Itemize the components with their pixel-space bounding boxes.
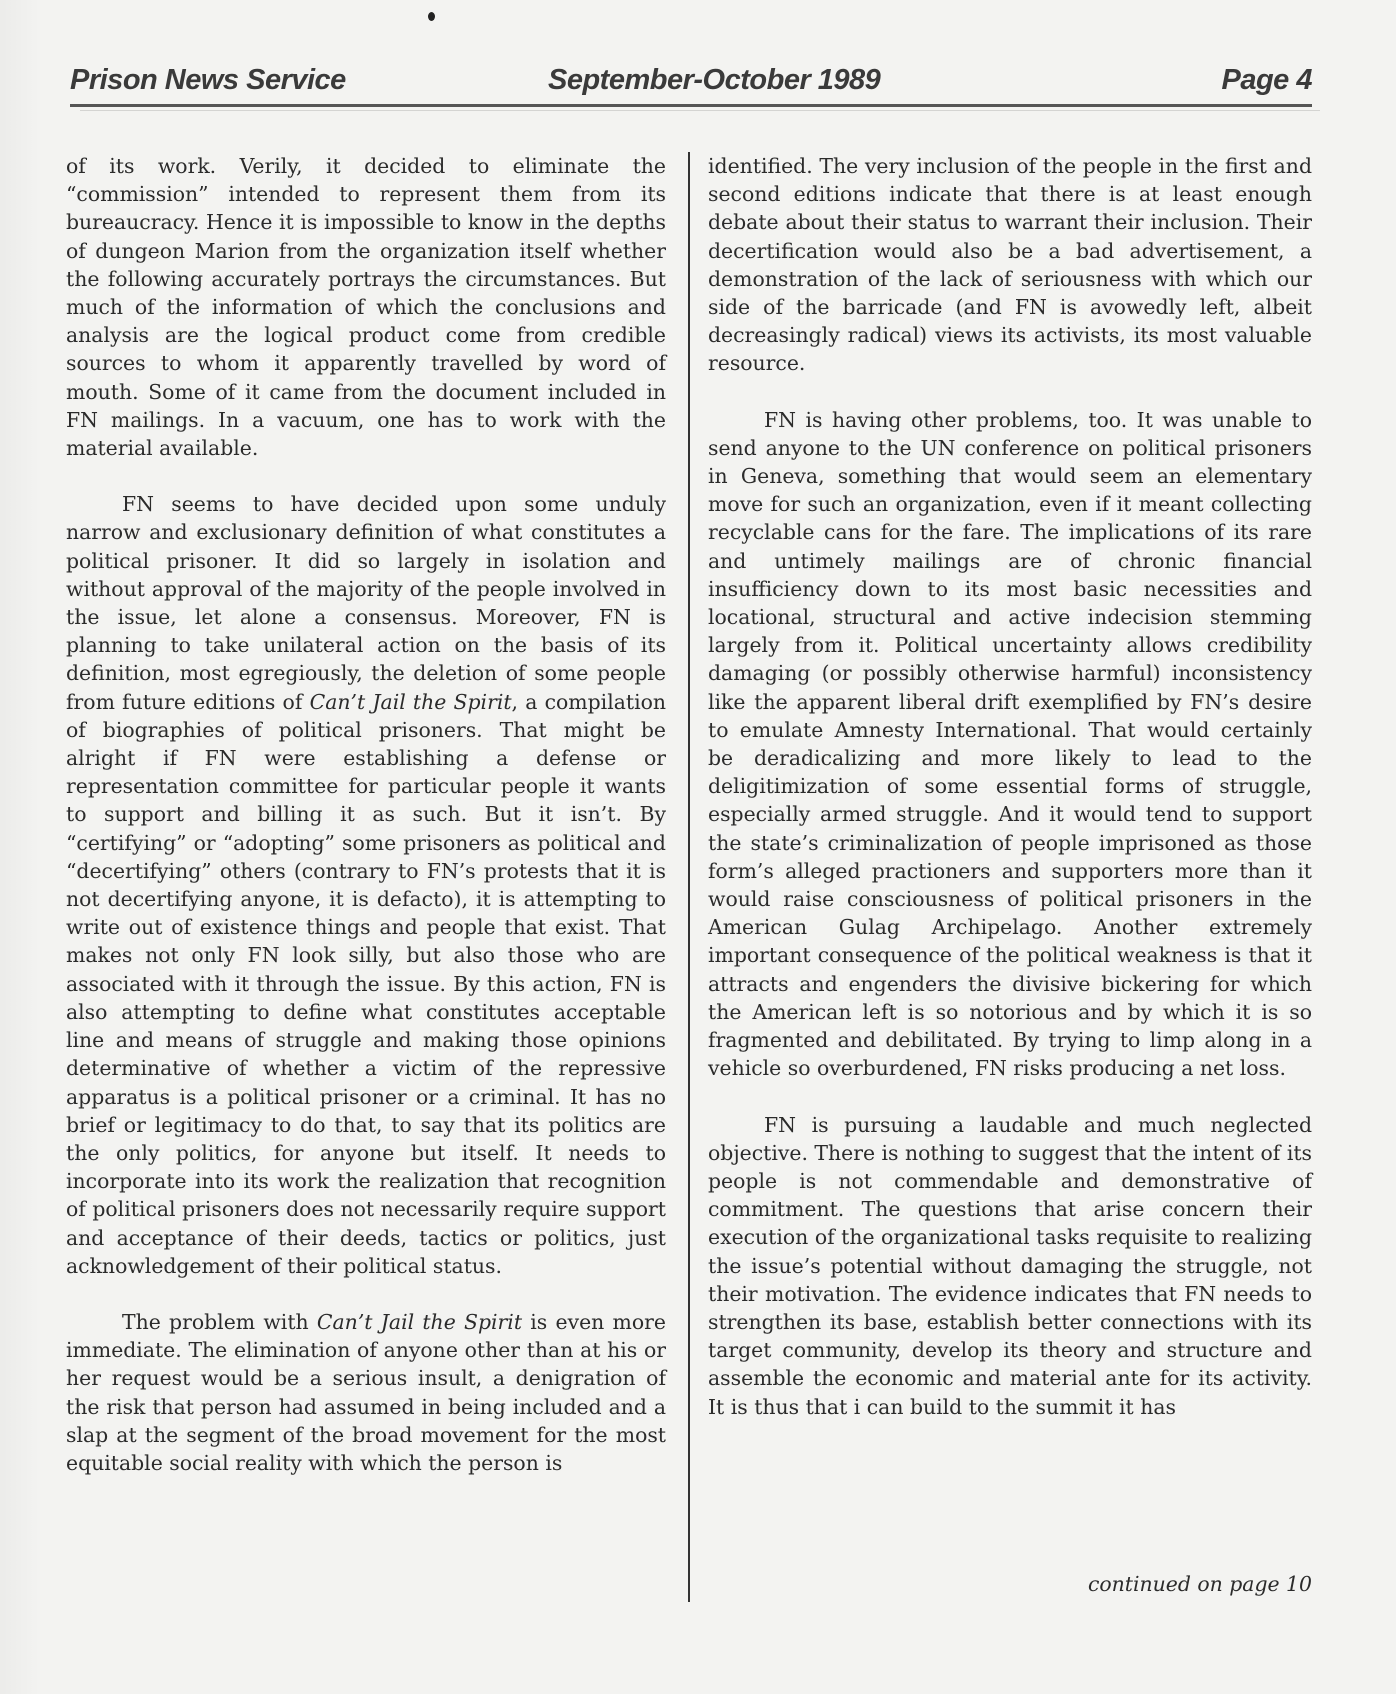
page-number: Page 4 [1221,64,1312,96]
paragraph: FN is having other problems, too. It was unable to send anyone to the UN conference on political prisoners in Geneva, something that would seem an elementary move for such an organization, even if it meant collecting recyclable cans for the fare. The implications of its rare and untimely mailings are of chronic financial insufficiency down to its most basic necessities and locational, structural and active indecision stemming largely from it. Political uncertainty allows credibility damaging (or possibly otherwise harmful) inconsistency like the apparent liberal drift exemplified by FN’s desire to emulate Amnesty International. That would certainly be deradicalizing and more likely to lead to the deligitimization of some essential forms of struggle, especially armed struggle. And it would tend to support the state’s criminalization of people imprisoned as those form’s alleged practioners and supporters more than it would raise consciousness of political prisoners in the American Gulag Archipelago. Another extremely important consequence of the political weakness is that it attracts and engenders the divisive bickering for which the American left is so notorious and by which it is so fragmented and debilitated. By trying to limp along in a vehicle so overburdened, FN risks producing a net loss. [708,407,1312,1081]
book-title: Can’t Jail the Spirit [316,1309,523,1334]
paragraph-text: The problem with [122,1309,317,1334]
publication-title: Prison News Service [70,64,346,96]
book-title: Can’t Jail the Spirit [309,689,512,714]
paragraph-text: , a compilation of biographies of political prisoners. That might be alright if FN were establishing a defense or representation committee for particular people it wants to support and billing it as such. But it isn’t. By “certifying” or “adopting” some prisoners as political and “decertifying” others (contrary to FN’s protests that it is not decertifying anyone, it is defacto), it is attempting to write out of existence things and people that exist. That makes not only FN look silly, but also those who are associated with it through the issue. By this action, FN is also attempting to define what constitutes acceptable line and means of struggle and making those opinions determinative of whether a victim of the repressive apparatus is a political prisoner or a criminal. It has no brief or legitimacy to do that, to say that its politics are the only politics, for anyone but itself. It needs to incorporate into its work the realization that recognition of political prisoners does not necessarily require support and acceptance of their deeds, tactics or politics, just acknowledgement of their political status. [66,689,666,1278]
paragraph [66,1308,666,1477]
column-divider [688,152,690,1602]
paragraph: identified. The very inclusion of the people in the first and second editions indicate that there is at least enough debate about their status to warrant their inclusion. Their decertification would also be a bad advertisement, a demonstration of the lack of seriousness with which our side of the barricade (and FN is avowedly left, albeit decreasingly radical) views its activists, its most valuable resource. [708,154,1312,376]
header-rule [70,104,1312,107]
right-column [708,152,1312,1421]
page-header [70,64,1312,104]
issue-date: September-October 1989 [548,64,881,96]
paragraph-text: FN seems to have decided upon some unduly narrow and exclusionary definition of what constitutes a political prisoner. It did so largely in isolation and without approval of the majority of the people involved in the issue, let alone a consensus. Moreover, FN is planning to take unilateral action on the basis of its definition, most egregiously, the deletion of some people from future editions of [66,492,666,714]
paragraph [66,490,666,1280]
left-column [66,152,666,1477]
continued-note: continued on page 10 [1087,1572,1312,1596]
paragraph-text: is even more immediate. The elimination of anyone other than at his or her request would be a serious insult, a denigration of the risk that person had assumed in being included and a slap at the segment of the broad movement for the most equitable social reality with which the person is [66,1309,666,1475]
paragraph: FN is pursuing a laudable and much neglected objective. There is nothing to suggest that the intent of its people is not commendable and demonstrative of commitment. The questions that arise concern their execution of the organizational tasks requisite to realizing the issue’s potential without damaging the struggle, not their motivation. The evidence indicates that FN needs to strengthen its base, establish better connections with its target community, develop its theory and structure and assemble the economic and material ante for its activity. It is thus that i can build to the summit it has [708,1112,1312,1419]
header-rule-shadow [80,110,1320,111]
paragraph: of its work. Verily, it decided to eliminate the “commission” intended to represent them from its bureaucracy. Hence it is impossible to know in the depths of dungeon Marion from the organization itself whether the following accurately portrays the circumstances. But much of the information of which the conclusions and analysis are the logical product come from credible sources to whom it apparently travelled by word of mouth. Some of it came from the document included in FN mailings. In a vacuum, one has to work with the material available. [66,154,666,461]
punch-hole-mark [428,12,435,21]
